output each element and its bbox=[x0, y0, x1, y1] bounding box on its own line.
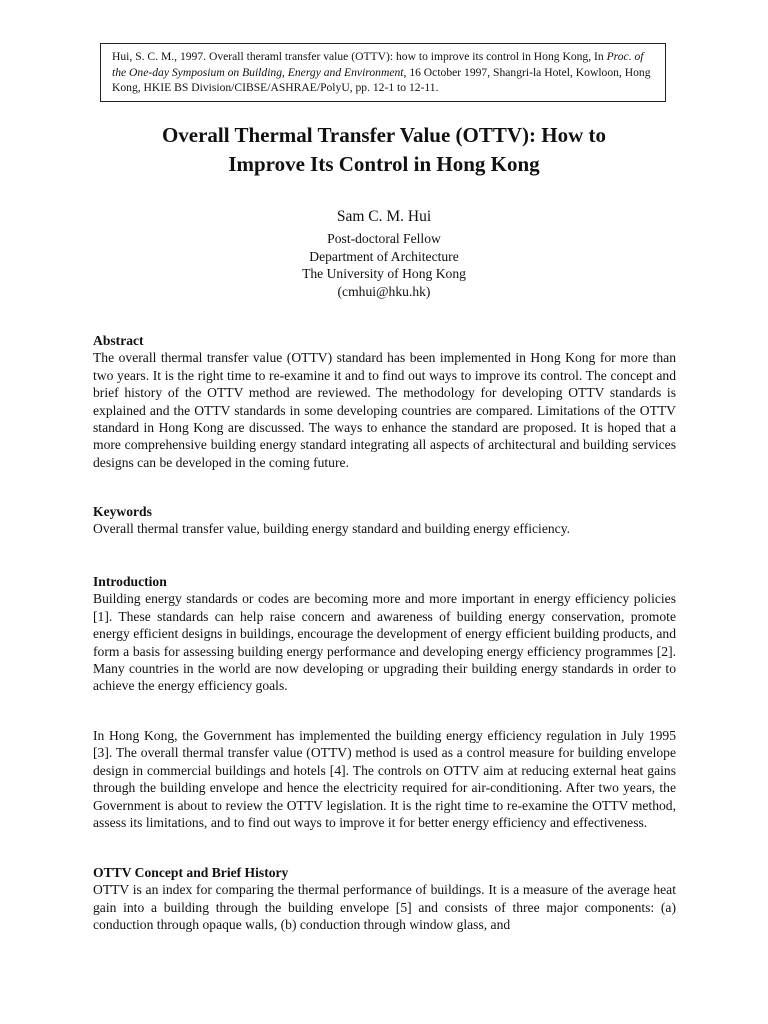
keywords-text: Overall thermal transfer value, building energy standard and building energy efficiency. bbox=[93, 521, 571, 537]
citation-details: , 16 October 1997, Shangri-la Hotel, Kowloon, Hong Kong, HKIE BS Division/CIBSE/ASHRAE/PolyU, pp. 12-1 to 12-11. bbox=[112, 65, 651, 95]
author-block bbox=[0, 206, 768, 300]
introduction-paragraph-1: Building energy standards or codes are becoming more and more important in energy efficiency policies [1]. These standards can help raise concern and awareness of building energy conservation, promote energy efficient designs in buildings, encourage the development of energy efficient building products, and form a basis for assessing building energy performance and developing energy efficiency programmes [2]. Many countries in the world are now developing or upgrading their building energy standards in order to achieve the energy efficiency goals. bbox=[93, 591, 676, 694]
author-email: (cmhui@hku.hk) bbox=[337, 283, 431, 299]
paper-title-line-1: Overall Thermal Transfer Value (OTTV): How to bbox=[161, 123, 607, 147]
author-name: Sam C. M. Hui bbox=[336, 208, 432, 225]
abstract-heading: Abstract bbox=[93, 333, 144, 348]
introduction-heading: Introduction bbox=[93, 574, 167, 589]
citation-text: Hui, S. C. M., 1997. Overall theraml transfer value (OTTV): how to improve its control in Hong Kong, In bbox=[112, 50, 607, 63]
author-position: Post-doctoral Fellow bbox=[327, 231, 441, 246]
citation-proceedings-title: Proc. of the One-day Symposium on Building, Energy and Environment bbox=[112, 50, 644, 79]
citation-box bbox=[100, 43, 666, 102]
abstract-section bbox=[93, 332, 676, 471]
ottv-concept-heading: OTTV Concept and Brief History bbox=[93, 865, 289, 880]
introduction-section bbox=[93, 573, 676, 695]
introduction-paragraph-2: In Hong Kong, the Government has implemented the building energy efficiency regulation in July 1995 [3]. The overall thermal transfer value (OTTV) method is used as a control measure for building envelope design in commercial buildings and hotels [4]. The controls on OTTV aim at reducing external heat gains through the building envelope and hence the electricity required for air-conditioning. After two years, the Government is about to review the OTTV legislation. It is the right time to re-examine the OTTV method, assess its limitations, and to find out ways to improve it for better energy efficiency and effectiveness. bbox=[93, 728, 676, 831]
ottv-concept-section bbox=[93, 864, 676, 934]
abstract-text: The overall thermal transfer value (OTTV) standard has been implemented in Hong Kong for more than two years. It is the right time to re-examine it and to find out ways to improve its control. The concept and brief history of the OTTV method are reviewed. The methodology for developing OTTV standards is explained and the OTTV standards in some developing countries are compared. Limitations of the OTTV standard in Hong Kong are discussed. The ways to enhance the standard are proposed. It is hoped that a more comprehensive building energy standard integrating all aspects of architectural and building services designs can be developed in the coming future. bbox=[93, 350, 676, 470]
author-university: The University of Hong Kong bbox=[302, 266, 466, 281]
keywords-heading: Keywords bbox=[93, 504, 152, 519]
paper-title-line-2: Improve Its Control in Hong Kong bbox=[228, 152, 540, 176]
paper-title bbox=[0, 121, 768, 179]
ottv-concept-text: OTTV is an index for comparing the thermal performance of buildings. It is a measure of the average heat gain into a building through the building envelope [5] and consists of three major components: (a) conduction through opaque walls, (b) conduction through window glass, and bbox=[93, 882, 676, 933]
introduction-paragraph-2-block bbox=[93, 727, 676, 831]
author-department: Department of Architecture bbox=[309, 248, 459, 264]
keywords-section bbox=[93, 503, 676, 538]
